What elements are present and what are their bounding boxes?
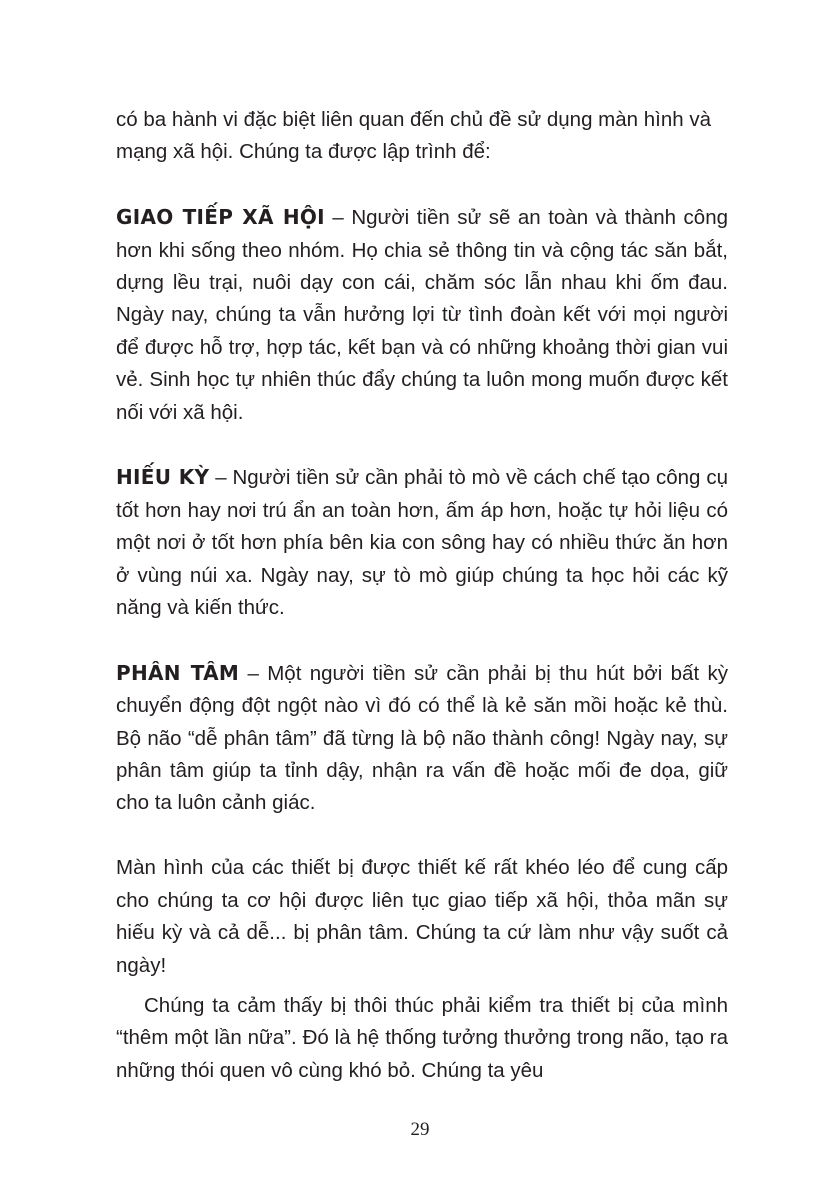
social-term: GIAO TIẾP XÃ HỘI xyxy=(116,205,325,230)
distract-paragraph xyxy=(116,657,728,820)
distract-term: PHÂN TÂM xyxy=(116,660,240,685)
social-text: – Người tiền sử sẽ an toàn và thành công hơn khi sống theo nhóm. Họ chia sẻ thông tin và cộng tác săn bắt, dựng lều trại, nuôi dạy con cái, chăm sóc lẫn nhau khi ốm đau. Ngày nay, chúng ta vẫn hưởng lợi từ tình đoàn kết với mọi người để được hỗ trợ, hợp tác, kết bạn và có những khoảng thời gian vui vẻ. Sinh học tự nhiên thúc đẩy chúng ta luôn mong muốn được kết nối với xã hội. xyxy=(116,206,728,424)
social-paragraph xyxy=(116,201,728,429)
screens-paragraph: Màn hình của các thiết bị được thiết kế rất khéo léo để cung cấp cho chúng ta cơ hội được liên tục giao tiếp xã hội, thỏa mãn sự hiếu kỳ và cả dễ... bị phân tâm. Chúng ta cứ làm như vậy suốt cả ngày! xyxy=(116,856,728,977)
page-content xyxy=(116,104,728,1087)
curious-text: – Người tiền sử cần phải tò mò về cách chế tạo công cụ tốt hơn hay nơi trú ẩn an toàn hơn, ấm áp hơn, hoặc tự hỏi liệu có một nơi ở tốt hơn phía bên kia con sông hay có nhiều thức ăn hơn ở vùng núi xa. Ngày nay, sự tò mò giúp chúng ta học hỏi các kỹ năng và kiến thức. xyxy=(116,466,728,620)
urge-paragraph: Chúng ta cảm thấy bị thôi thúc phải kiểm tra thiết bị của mình “thêm một lần nữa”. Đó là hệ thống tưởng thưởng trong não, tạo ra những thói quen vô cùng khó bỏ. Chúng ta yêu xyxy=(116,993,728,1082)
intro-paragraph: có ba hành vi đặc biệt liên quan đến chủ đề sử dụng màn hình và mạng xã hội. Chúng ta được lập trình để: xyxy=(116,108,711,164)
page-number: 29 xyxy=(410,1119,430,1140)
curious-paragraph xyxy=(116,461,728,624)
distract-text: – Một người tiền sử cần phải bị thu hút bởi bất kỳ chuyển động đột ngột nào vì đó có thể là kẻ săn mồi hoặc kẻ thù. Bộ não “dễ phân tâm” đã từng là bộ não thành công! Ngày nay, sự phân tâm giúp ta tỉnh dậy, nhận ra vấn đề hoặc mối đe dọa, giữ cho ta luôn cảnh giác. xyxy=(116,661,728,815)
curious-term: HIẾU KỲ xyxy=(116,465,210,490)
